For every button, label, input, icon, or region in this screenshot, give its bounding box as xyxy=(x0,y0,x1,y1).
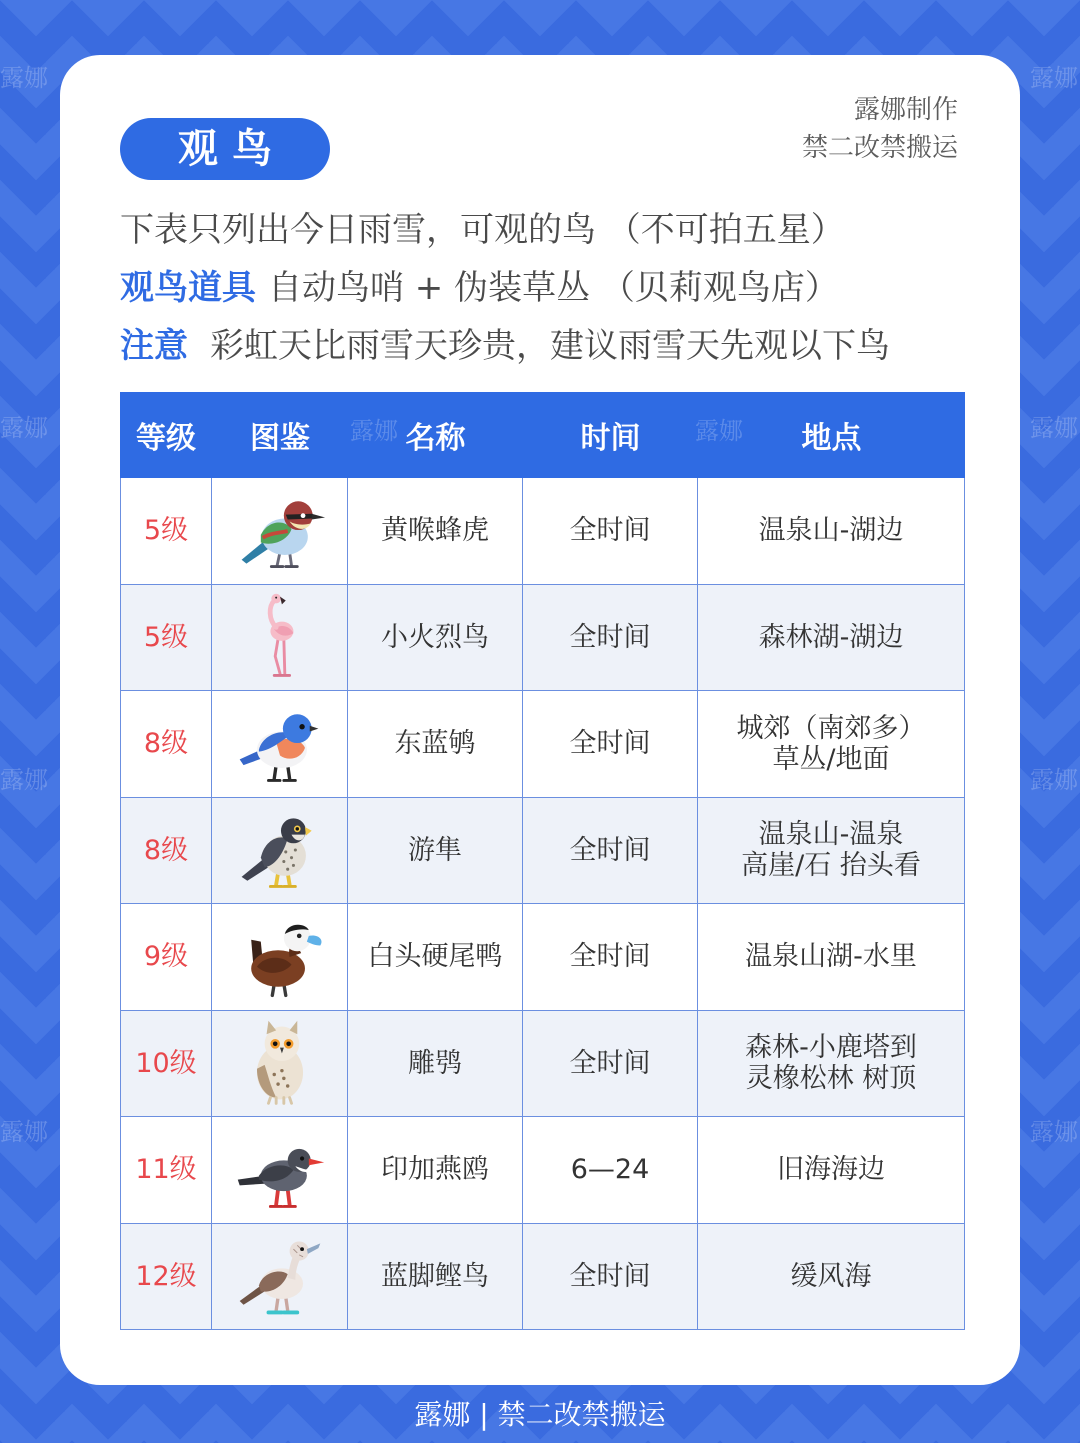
column-header-illustration: 图鉴 xyxy=(250,421,310,456)
location-line: 草丛/地面 xyxy=(772,743,890,775)
column-header-location: 地点 xyxy=(801,421,862,456)
bird-name: 白头硬尾鸭 xyxy=(348,904,523,1010)
bird-time: 6—24 xyxy=(523,1117,698,1223)
bluebird-icon xyxy=(230,696,330,792)
bird-name: 印加燕鸥 xyxy=(348,1117,523,1223)
bird-illustration-cell xyxy=(212,691,348,797)
bird-name: 雕鸮 xyxy=(348,1011,523,1117)
location-line: 温泉山-温泉 xyxy=(758,819,904,851)
bird-time: 全时间 xyxy=(523,585,698,691)
bird-level: 9级 xyxy=(120,904,212,1010)
bird-location xyxy=(698,904,965,1010)
watermark: 露娜 xyxy=(0,64,48,92)
table-row xyxy=(120,904,965,1011)
location-line: 森林-小鹿塔到 xyxy=(745,1032,917,1064)
inca-tern-icon xyxy=(230,1122,330,1218)
bird-time: 全时间 xyxy=(523,691,698,797)
bird-name: 小火烈鸟 xyxy=(348,585,523,691)
intro-line-scope: 下表只列出今日雨雪，可观的鸟 （不可拍五星） xyxy=(120,210,845,250)
table-row xyxy=(120,1011,965,1118)
watermark: 露娜 xyxy=(350,417,398,445)
table-body xyxy=(120,478,965,1330)
bird-location xyxy=(698,798,965,904)
bird-time: 全时间 xyxy=(523,1224,698,1330)
eagle-owl-icon xyxy=(230,1015,330,1111)
bird-level: 5级 xyxy=(120,478,212,584)
location-line: 森林湖-湖边 xyxy=(758,621,904,653)
bird-level: 11级 xyxy=(120,1117,212,1223)
watermark: 露娜 xyxy=(1030,414,1078,442)
intro-line-tools xyxy=(120,259,1000,317)
bird-illustration-cell xyxy=(212,1224,348,1330)
flamingo-icon xyxy=(230,589,330,685)
title-pill xyxy=(120,118,330,180)
footer-credit: 露娜 | 禁二改禁搬运 xyxy=(414,1398,666,1431)
note-label: 注意 xyxy=(120,326,188,366)
column-header-level: 等级 xyxy=(136,421,196,456)
table-row xyxy=(120,478,965,585)
watermark: 露娜 xyxy=(695,417,743,445)
bird-illustration-cell xyxy=(212,1011,348,1117)
bird-level: 8级 xyxy=(120,798,212,904)
location-line: 缓风海 xyxy=(790,1260,872,1292)
bird-level: 5级 xyxy=(120,585,212,691)
tools-label: 观鸟道具 xyxy=(120,268,256,308)
watermark: 露娜 xyxy=(0,414,48,442)
bird-illustration-cell xyxy=(212,1117,348,1223)
bird-table xyxy=(120,392,965,1330)
intro-text xyxy=(120,201,1000,375)
location-line: 高崖/石 抬头看 xyxy=(741,850,921,882)
table-row xyxy=(120,1117,965,1224)
bird-time: 全时间 xyxy=(523,478,698,584)
bird-location xyxy=(698,1011,965,1117)
bird-name: 东蓝鸲 xyxy=(348,691,523,797)
bird-location xyxy=(698,478,965,584)
credit-notice: 禁二改禁搬运 xyxy=(801,133,958,163)
bird-level: 12级 xyxy=(120,1224,212,1330)
blue-footed-booby-icon xyxy=(230,1228,330,1324)
bird-time: 全时间 xyxy=(523,1011,698,1117)
peregrine-falcon-icon xyxy=(230,802,330,898)
white-headed-duck-icon xyxy=(230,909,330,1005)
table-header xyxy=(120,392,965,478)
note-text: 彩虹天比雨雪天珍贵，建议雨雪天先观以下鸟 xyxy=(210,326,890,366)
bird-illustration-cell xyxy=(212,478,348,584)
intro-line-note xyxy=(120,317,1000,375)
location-line: 温泉山-湖边 xyxy=(758,515,904,547)
bird-location xyxy=(698,1224,965,1330)
column-header-name: 名称 xyxy=(405,421,466,456)
column-header-time: 时间 xyxy=(580,421,641,456)
bird-time: 全时间 xyxy=(523,798,698,904)
table-row xyxy=(120,691,965,798)
watermark: 露娜 xyxy=(0,1118,48,1146)
watermark: 露娜 xyxy=(0,766,48,794)
bird-time: 全时间 xyxy=(523,904,698,1010)
location-line: 灵橡松林 树顶 xyxy=(745,1063,917,1095)
location-line: 温泉山湖-水里 xyxy=(745,941,917,973)
bird-illustration-cell xyxy=(212,904,348,1010)
bird-location xyxy=(698,691,965,797)
content-card xyxy=(60,55,1020,1385)
page-title: 观 鸟 xyxy=(178,126,272,172)
bird-illustration-cell xyxy=(212,798,348,904)
location-line: 城郊（南郊多） xyxy=(736,712,926,744)
credit-author: 露娜制作 xyxy=(853,95,958,125)
bird-illustration-cell xyxy=(212,585,348,691)
bird-name: 游隼 xyxy=(348,798,523,904)
bird-level: 8级 xyxy=(120,691,212,797)
tools-text: 自动鸟哨 + 伪装草丛 （贝莉观鸟店） xyxy=(268,268,839,308)
credits xyxy=(802,91,958,167)
table-row xyxy=(120,1224,965,1331)
bird-location xyxy=(698,585,965,691)
bird-location xyxy=(698,1117,965,1223)
watermark: 露娜 xyxy=(1030,766,1078,794)
bird-name: 蓝脚鲣鸟 xyxy=(348,1224,523,1330)
bird-name: 黄喉蜂虎 xyxy=(348,478,523,584)
watermark: 露娜 xyxy=(1030,64,1078,92)
bee-eater-icon xyxy=(230,483,330,579)
location-line: 旧海海边 xyxy=(777,1154,885,1186)
table-row xyxy=(120,798,965,905)
bird-level: 10级 xyxy=(120,1011,212,1117)
table-row xyxy=(120,585,965,692)
watermark: 露娜 xyxy=(1030,1118,1078,1146)
